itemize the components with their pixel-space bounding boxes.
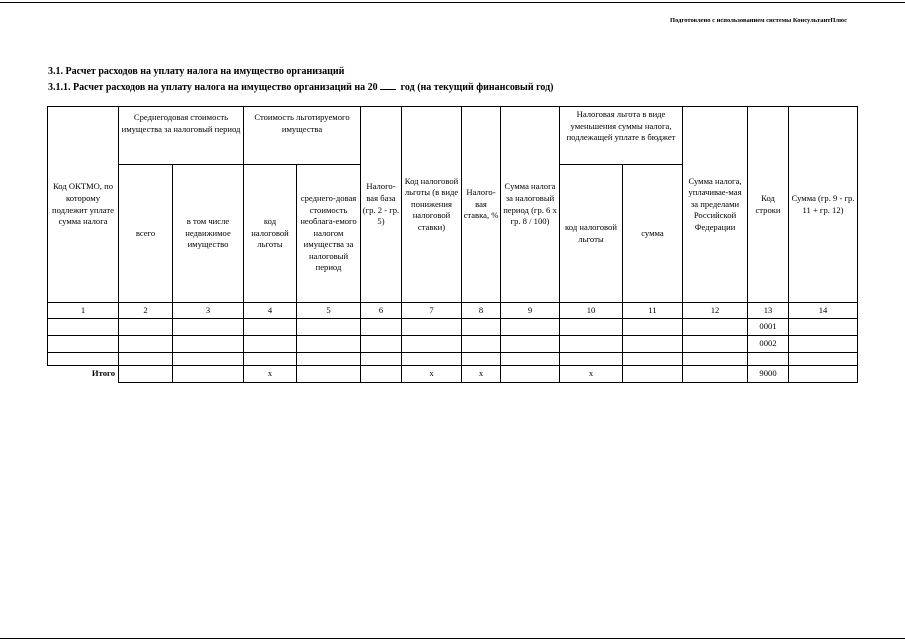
table-cell[interactable] <box>683 319 748 336</box>
subsection-title <box>48 80 553 93</box>
table-cell[interactable] <box>789 319 858 336</box>
header-col9: Сумма налога за налоговый период (гр. 6 х гр. 8 / 100) <box>501 107 560 303</box>
table-cell[interactable] <box>173 319 244 336</box>
total-cell[interactable] <box>297 366 361 383</box>
total-cell[interactable] <box>119 366 173 383</box>
column-number: 14 <box>789 303 858 319</box>
subsection-title-suffix: год (на текущий финансовый год) <box>400 82 554 93</box>
subsection-title-prefix: 3.1.1. Расчет расходов на уплату налога на имущество организаций на 20 <box>48 82 378 93</box>
table-cell[interactable] <box>361 319 402 336</box>
table-cell[interactable] <box>402 353 462 366</box>
total-x-mark: х <box>402 366 462 383</box>
bottom-rule <box>0 638 905 639</box>
table-cell[interactable] <box>119 336 173 353</box>
header-col2: всего <box>119 165 173 303</box>
total-cell[interactable] <box>683 366 748 383</box>
table-row <box>48 353 858 366</box>
column-number: 12 <box>683 303 748 319</box>
table-cell[interactable] <box>748 353 789 366</box>
cell-oktmo[interactable] <box>48 336 119 353</box>
total-cell[interactable] <box>623 366 683 383</box>
property-tax-table <box>47 106 858 383</box>
top-rule <box>0 2 905 3</box>
header-col1: Код ОКТМО, по которому подлежит уплате сумма налога <box>48 107 119 303</box>
table-cell[interactable] <box>402 336 462 353</box>
table-cell[interactable] <box>623 336 683 353</box>
table-cell[interactable] <box>560 319 623 336</box>
section-title: 3.1. Расчет расходов на уплату налога на имущество организаций <box>48 66 345 77</box>
column-number: 10 <box>560 303 623 319</box>
table-cell[interactable] <box>462 319 501 336</box>
total-x-mark: х <box>560 366 623 383</box>
table-cell[interactable] <box>361 353 402 366</box>
total-cell[interactable] <box>173 366 244 383</box>
header-group-average-value: Среднегодовая стоимость имущества за налоговый период <box>119 107 244 165</box>
table-cell[interactable] <box>402 319 462 336</box>
column-number: 9 <box>501 303 560 319</box>
header-col13: Код строки <box>748 107 789 303</box>
header-col11: сумма <box>623 165 683 303</box>
total-x-mark: х <box>244 366 297 383</box>
column-number: 4 <box>244 303 297 319</box>
table-cell[interactable] <box>683 336 748 353</box>
column-number: 7 <box>402 303 462 319</box>
table-cell[interactable] <box>560 336 623 353</box>
header-col3: в том числе недвижимое имущество <box>173 165 244 303</box>
consultant-plus-note: Подготовлено с использованием системы КонсультантПлюс <box>670 17 847 24</box>
header-col14: Сумма (гр. 9 - гр. 11 + гр. 12) <box>789 107 858 303</box>
table-cell[interactable] <box>173 336 244 353</box>
total-row <box>48 366 858 383</box>
header-col6: Налого-вая база (гр. 2 - гр. 5) <box>361 107 402 303</box>
column-number: 5 <box>297 303 361 319</box>
header-col7: Код налоговой льготы (в виде понижения налоговой ставки) <box>402 107 462 303</box>
column-number: 11 <box>623 303 683 319</box>
header-col8: Налого-вая ставка, % <box>462 107 501 303</box>
header-group-tax-benefit: Налоговая льгота в виде уменьшения суммы налога, подлежащей уплате в бюджет <box>560 107 683 165</box>
table-cell[interactable] <box>119 319 173 336</box>
table-cell[interactable] <box>244 336 297 353</box>
table-cell[interactable] <box>789 336 858 353</box>
table-cell[interactable] <box>501 336 560 353</box>
column-number: 6 <box>361 303 402 319</box>
row-code: 0001 <box>748 319 789 336</box>
table-cell[interactable] <box>789 353 858 366</box>
table-cell[interactable] <box>501 319 560 336</box>
table-cell[interactable] <box>683 353 748 366</box>
header-col4: код налоговой льготы <box>244 165 297 303</box>
table-cell[interactable] <box>297 319 361 336</box>
table-row <box>48 336 858 353</box>
column-number: 13 <box>748 303 789 319</box>
year-blank <box>380 80 396 90</box>
total-label: Итого <box>48 366 119 383</box>
total-row-code: 9000 <box>748 366 789 383</box>
table-cell[interactable] <box>623 319 683 336</box>
table-cell[interactable] <box>244 353 297 366</box>
table-cell[interactable] <box>119 353 173 366</box>
table-cell[interactable] <box>48 353 119 366</box>
table-cell[interactable] <box>173 353 244 366</box>
total-cell[interactable] <box>361 366 402 383</box>
column-number: 1 <box>48 303 119 319</box>
table-cell[interactable] <box>623 353 683 366</box>
table-cell[interactable] <box>297 336 361 353</box>
row-code: 0002 <box>748 336 789 353</box>
header-group-exempt-value: Стоимость льготируемого имущества <box>244 107 361 165</box>
table-cell[interactable] <box>361 336 402 353</box>
column-number: 2 <box>119 303 173 319</box>
cell-oktmo[interactable] <box>48 319 119 336</box>
table-cell[interactable] <box>560 353 623 366</box>
total-cell[interactable] <box>501 366 560 383</box>
header-col5: среднего-довая стоимость необлага-емого налогом имущества за налоговый период <box>297 165 361 303</box>
column-number: 8 <box>462 303 501 319</box>
table-cell[interactable] <box>462 336 501 353</box>
header-col12: Сумма налога, уплачивае-мая за пределами Российской Федерации <box>683 107 748 303</box>
total-x-mark: х <box>462 366 501 383</box>
table-row <box>48 319 858 336</box>
table-cell[interactable] <box>501 353 560 366</box>
header-col10: код налоговой льготы <box>560 165 623 303</box>
column-number: 3 <box>173 303 244 319</box>
total-cell[interactable] <box>789 366 858 383</box>
table-cell[interactable] <box>244 319 297 336</box>
table-cell[interactable] <box>297 353 361 366</box>
table-cell[interactable] <box>462 353 501 366</box>
